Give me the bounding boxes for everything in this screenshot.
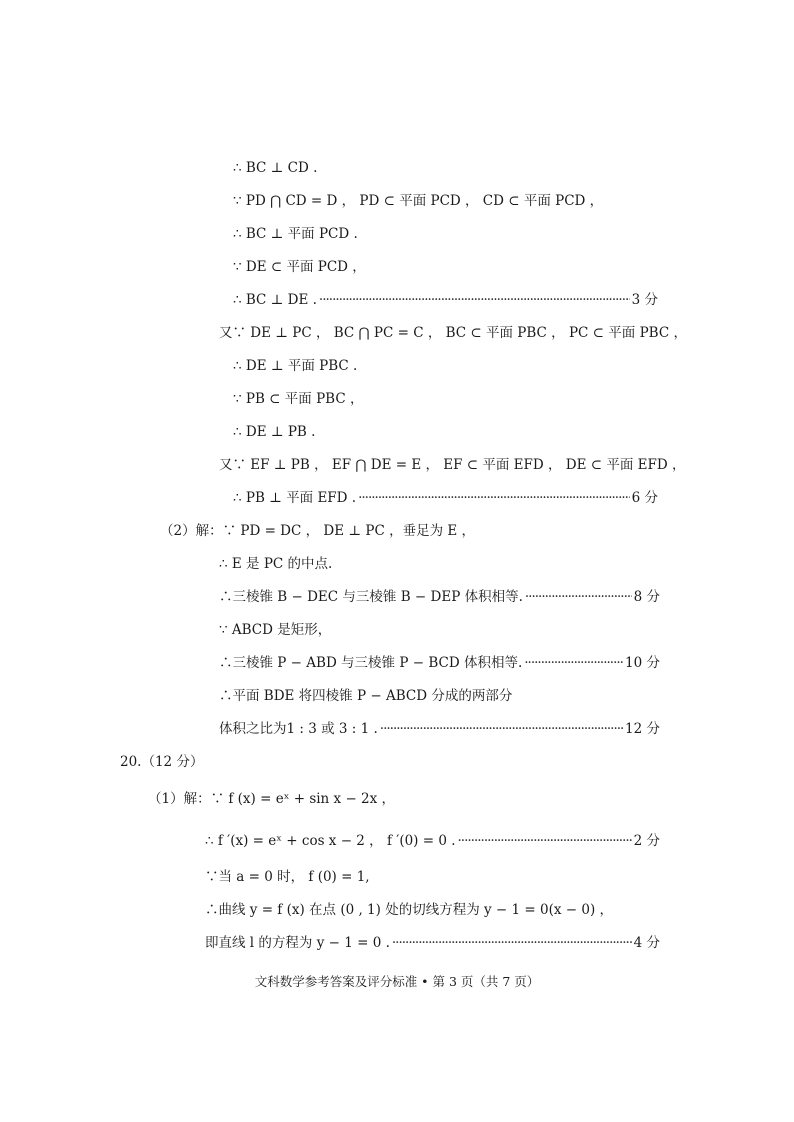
proof-line: ∴ BC ⊥ CD .	[233, 160, 318, 176]
dot-leader	[524, 654, 623, 672]
proof-line: ∵ ABCD 是矩形，	[219, 622, 332, 638]
proof-line: ∵当 a = 0 时， f (0) = 1,	[205, 869, 370, 885]
proof-line: 又∵ EF ⊥ PB ， EF ⋂ DE = E ， EF ⊂ 平面 EFD ， DE ⊂ 平面 EFD ，	[219, 457, 686, 473]
proof-line: ∴ E 是 PC 的中点.	[219, 556, 333, 572]
dot-leader	[319, 291, 630, 309]
dot-leader	[525, 588, 632, 606]
proof-line-with-score: 即直线 l 的方程为 y − 1 = 0 . ····· 4 分	[205, 934, 660, 952]
proof-line: ∴曲线 y = f (x) 在点 (0 , 1) 处的切线方程为 y − 1 = 0(x − 0) ，	[205, 902, 614, 918]
proof-line-with-score: ∴三棱锥 B − DEC 与三棱锥 B − DEP 体积相等. ····· 8 分	[219, 588, 660, 606]
score: 12 分	[625, 721, 660, 737]
question-header: 20.（12 分）	[120, 754, 204, 770]
proof-line: ∵ DE ⊂ 平面 PCD ，	[233, 259, 366, 275]
score: 4 分	[633, 935, 660, 951]
proof-line-with-score: ∴ f ′(x) = eˣ + cos x − 2 ， f ′(0) = 0 . ····· 2 分	[205, 832, 660, 850]
proof-line-with-score: ∴ PB ⊥ 平面 EFD . ····· 6 分	[233, 489, 658, 507]
proof-line: ∵ PD ⋂ CD = D ， PD ⊂ 平面 PCD ， CD ⊂ 平面 PCD ，	[233, 193, 604, 209]
score: 10 分	[625, 655, 660, 671]
proof-line: ∴平面 BDE 将四棱锥 P − ABCD 分成的两部分	[219, 688, 513, 704]
dot-leader	[392, 934, 632, 952]
proof-line: ∵ PB ⊂ 平面 PBC ，	[233, 391, 364, 407]
proof-line: ∴ BC ⊥ 平面 PCD .	[233, 226, 358, 242]
dot-leader	[380, 720, 623, 738]
score: 6 分	[631, 490, 658, 506]
page-footer: 文科数学参考答案及评分标准 • 第 3 页（共 7 页）	[254, 974, 540, 989]
dot-leader	[358, 489, 630, 507]
score: 2 分	[633, 833, 660, 849]
score: 3 分	[631, 292, 658, 308]
proof-line: 又∵ DE ⊥ PC ， BC ⋂ PC = C ， BC ⊂ 平面 PBC ， PC ⊂ 平面 PBC ，	[219, 325, 687, 341]
proof-line-with-score: ∴三棱锥 P − ABD 与三棱锥 P − BCD 体积相等. ····· 10 分	[219, 654, 660, 672]
proof-line: （1）解：∵ f (x) = eˣ + sin x − 2x ，	[148, 791, 396, 807]
proof-line: （2）解：∵ PD = DC ， DE ⊥ PC ，垂足为 E ，	[160, 523, 476, 539]
proof-line-with-score: 体积之比为1 : 3 或 3 : 1 . ····· 12 分	[219, 720, 660, 738]
proof-line: ∴ DE ⊥ 平面 PBC .	[233, 358, 358, 374]
score: 8 分	[633, 589, 660, 605]
proof-line-with-score: ∴ BC ⊥ DE . ····· 3 分	[233, 291, 658, 309]
proof-line: ∴ DE ⊥ PB .	[233, 424, 316, 440]
dot-leader	[458, 832, 632, 850]
